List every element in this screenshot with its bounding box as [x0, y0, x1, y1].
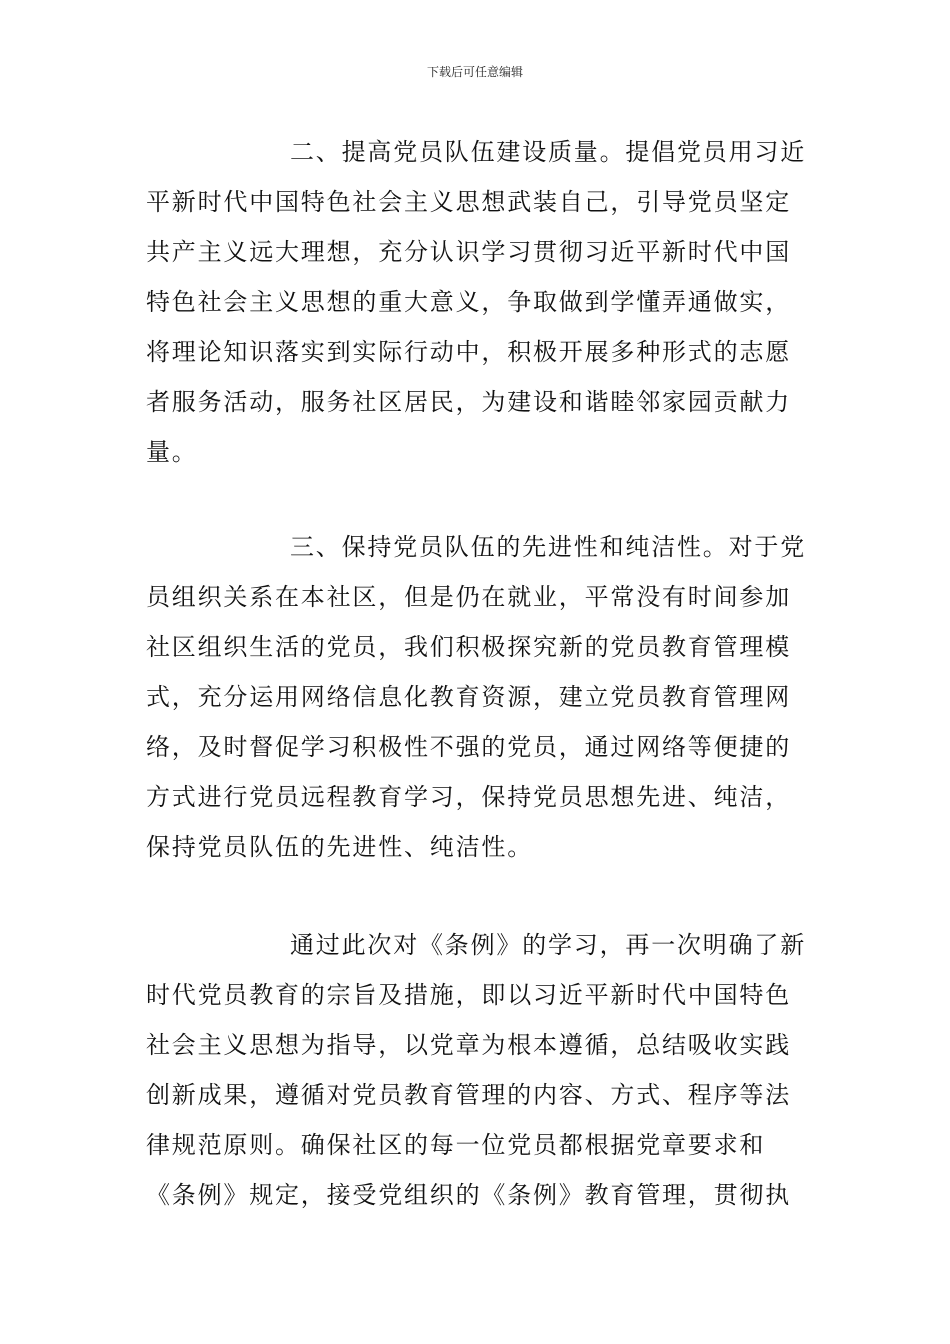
paragraph-keep-advanced: 三、保持党员队伍的先进性和纯洁性。对于党员组织关系在本社区，但是仍在就业，平常没有时间参加社区组织生活的党员，我们积极探究新的党员教育管理模式，充分运用网络信息化教育资源，建立党员教育管理网络，及时督促学习积极性不强的党员，通过网络等便捷的方式进行党员远程教育学习，保持党员思想先进、纯洁，保持党员队伍的先进性、纯洁性。	[146, 533, 806, 861]
paragraph-improve-quality: 二、提高党员队伍建设质量。提倡党员用习近平新时代中国特色社会主义思想武装自己，引导党员坚定共产主义远大理想，充分认识学习贯彻习近平新时代中国特色社会主义思想的重大意义，争取做到学懂弄通做实，将理论知识落实到实际行动中，积极开展多种形式的志愿者服务活动，服务社区居民，为建设和谐睦邻家园贡献力量。	[146, 138, 806, 466]
paragraph-conclusion: 通过此次对《条例》的学习，再一次明确了新时代党员教育的宗旨及措施，即以习近平新时代中国特色社会主义思想为指导，以党章为根本遵循，总结吸收实践创新成果，遵循对党员教育管理的内容、方式、程序等法律规范原则。确保社区的每一位党员都根据党章要求和《条例》规定，接受党组织的《条例》教育管理，贯彻执	[146, 931, 806, 1209]
page-header-note: 下载后可任意编辑	[426, 65, 523, 79]
